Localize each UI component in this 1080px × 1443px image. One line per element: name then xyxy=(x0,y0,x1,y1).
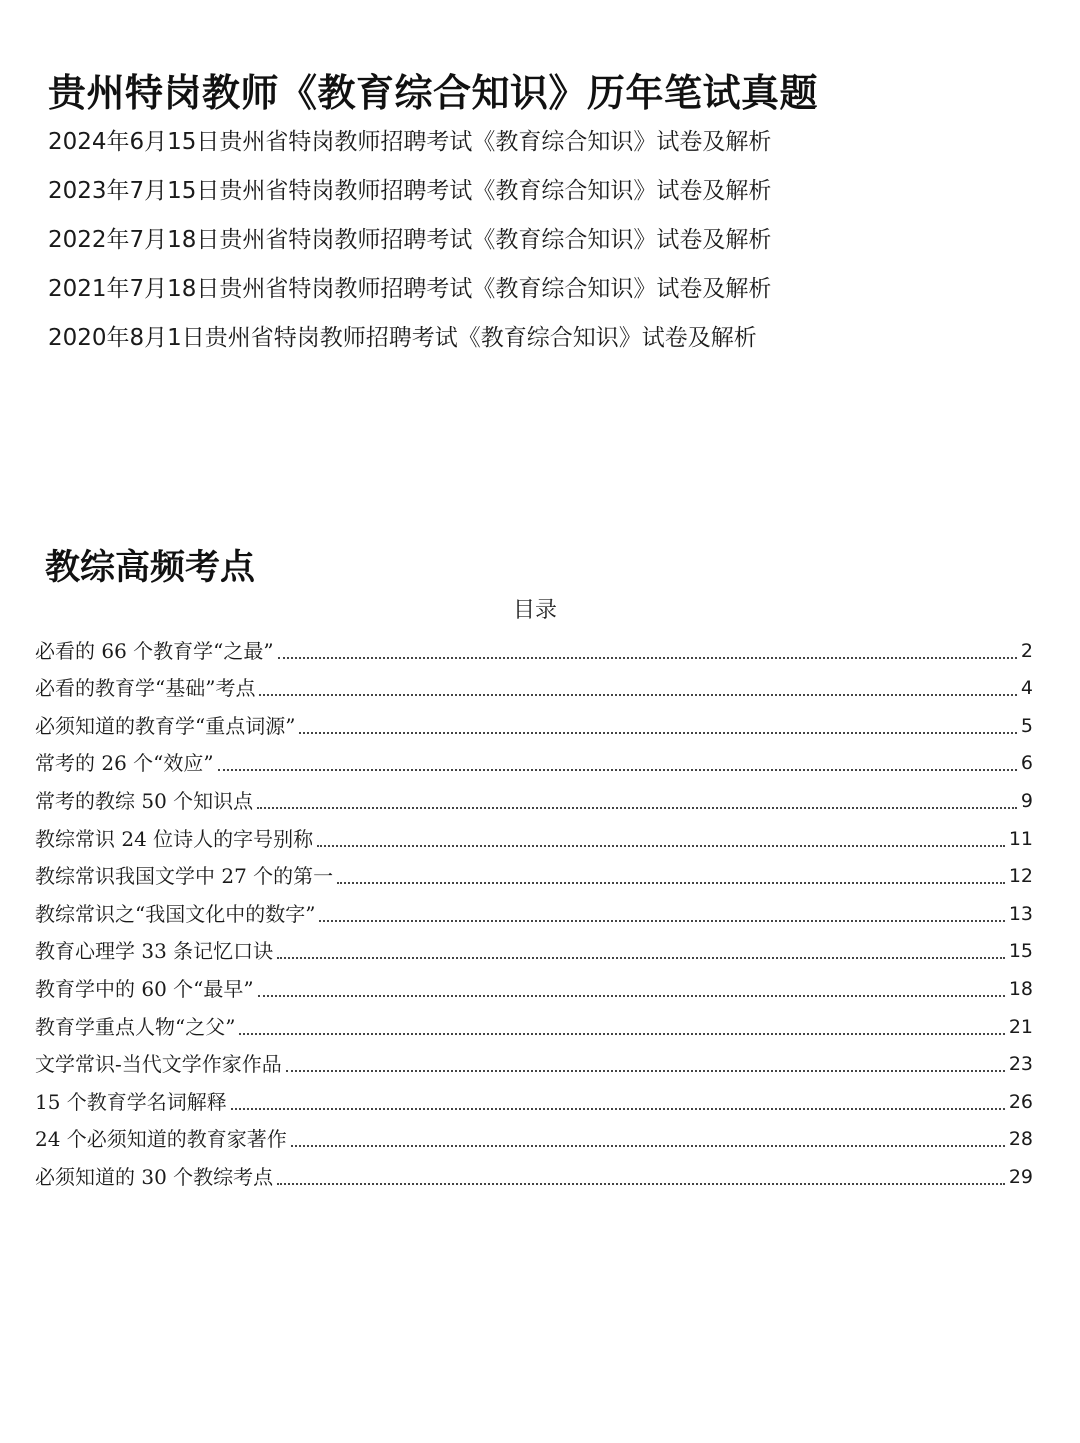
toc-entry-page-number: 4 xyxy=(1020,677,1033,700)
toc-entry-page-number: 2 xyxy=(1020,639,1033,662)
toc-entry-page-number: 9 xyxy=(1020,789,1033,812)
toc-dot-leader xyxy=(257,807,1017,809)
toc-entry[interactable] xyxy=(35,741,1033,779)
toc-dot-leader xyxy=(317,845,1005,847)
toc-entry-page-number: 15 xyxy=(1008,940,1033,963)
toc-dot-leader xyxy=(218,769,1017,771)
toc-entry-label: 必看的 66 个教育学“之最” xyxy=(35,638,274,663)
toc-entry-label: 文学常识-当代文学作家作品 xyxy=(35,1052,282,1077)
toc-dot-leader xyxy=(231,1108,1005,1110)
toc-entry-label: 必看的教育学“基础”考点 xyxy=(35,676,256,701)
toc-entry[interactable] xyxy=(35,816,1033,854)
toc-dot-leader xyxy=(277,1183,1005,1185)
toc-entry-page-number: 6 xyxy=(1020,752,1033,775)
toc-entry[interactable] xyxy=(35,703,1033,741)
toc-entry-page-number: 28 xyxy=(1008,1128,1033,1151)
toc-entry-label: 15 个教育学名词解释 xyxy=(35,1089,227,1114)
toc-entry-label: 教综常识之“我国文化中的数字” xyxy=(35,901,316,926)
toc-entry-label: 常考的 26 个“效应” xyxy=(35,751,214,776)
toc-entry[interactable] xyxy=(35,1004,1033,1042)
toc-entry-page-number: 11 xyxy=(1008,827,1033,850)
page-title: 贵州特岗教师《教育综合知识》历年笔试真题 xyxy=(48,71,819,115)
toc-entry-label: 教育学重点人物“之父” xyxy=(35,1014,236,1039)
toc-entry-page-number: 18 xyxy=(1008,977,1033,1000)
toc-dot-leader xyxy=(291,1145,1005,1147)
exam-paper-item[interactable]: 2024年6月15日贵州省特岗教师招聘考试《教育综合知识》试卷及解析 xyxy=(48,129,772,155)
toc-entry[interactable] xyxy=(35,1042,1033,1080)
toc-dot-leader xyxy=(337,882,1005,884)
toc-entry[interactable] xyxy=(35,854,1033,892)
toc-entry-page-number: 23 xyxy=(1008,1053,1033,1076)
toc-dot-leader xyxy=(259,694,1016,696)
section-title: 教综高频考点 xyxy=(45,548,256,588)
toc-entry-label: 教育学中的 60 个“最早” xyxy=(35,976,254,1001)
toc-entry-page-number: 12 xyxy=(1008,865,1033,888)
exam-paper-item[interactable]: 2022年7月18日贵州省特岗教师招聘考试《教育综合知识》试卷及解析 xyxy=(48,227,772,253)
toc-entry[interactable] xyxy=(35,1154,1033,1192)
toc-entry[interactable] xyxy=(35,966,1033,1004)
toc-entry[interactable] xyxy=(35,1079,1033,1117)
toc-entry[interactable] xyxy=(35,929,1033,967)
toc-entry-label: 24 个必须知道的教育家著作 xyxy=(35,1127,287,1152)
toc-dot-leader xyxy=(286,1070,1005,1072)
toc-entry-label: 常考的教综 50 个知识点 xyxy=(35,788,254,813)
toc-entry-page-number: 29 xyxy=(1008,1165,1033,1188)
toc-entry-label: 教育心理学 33 条记忆口诀 xyxy=(35,939,274,964)
toc-heading: 目录 xyxy=(512,598,557,623)
toc-entry-page-number: 13 xyxy=(1008,902,1033,925)
toc-entry[interactable] xyxy=(35,628,1033,666)
toc-entry-label: 必须知道的 30 个教综考点 xyxy=(35,1164,274,1189)
toc-entry-page-number: 5 xyxy=(1020,714,1033,737)
table-of-contents xyxy=(35,628,1033,1192)
toc-entry[interactable] xyxy=(35,666,1033,704)
toc-entry-label: 必须知道的教育学“重点词源” xyxy=(35,713,296,738)
exam-paper-list xyxy=(48,124,771,369)
toc-dot-leader xyxy=(299,732,1016,734)
toc-entry-page-number: 26 xyxy=(1008,1090,1033,1113)
toc-dot-leader xyxy=(258,995,1005,997)
toc-entry[interactable] xyxy=(35,891,1033,929)
exam-paper-item[interactable]: 2023年7月15日贵州省特岗教师招聘考试《教育综合知识》试卷及解析 xyxy=(48,178,772,204)
exam-paper-item[interactable]: 2020年8月1日贵州省特岗教师招聘考试《教育综合知识》试卷及解析 xyxy=(48,325,757,351)
toc-dot-leader xyxy=(277,957,1005,959)
toc-dot-leader xyxy=(319,920,1004,922)
toc-entry-label: 教综常识我国文学中 27 个的第一 xyxy=(35,864,334,889)
toc-entry-label: 教综常识 24 位诗人的字号别称 xyxy=(35,826,314,851)
toc-entry-page-number: 21 xyxy=(1008,1015,1033,1038)
exam-paper-item[interactable]: 2021年7月18日贵州省特岗教师招聘考试《教育综合知识》试卷及解析 xyxy=(48,276,772,302)
toc-dot-leader xyxy=(239,1033,1004,1035)
toc-dot-leader xyxy=(278,657,1017,659)
toc-entry[interactable] xyxy=(35,1117,1033,1155)
toc-entry[interactable] xyxy=(35,778,1033,816)
